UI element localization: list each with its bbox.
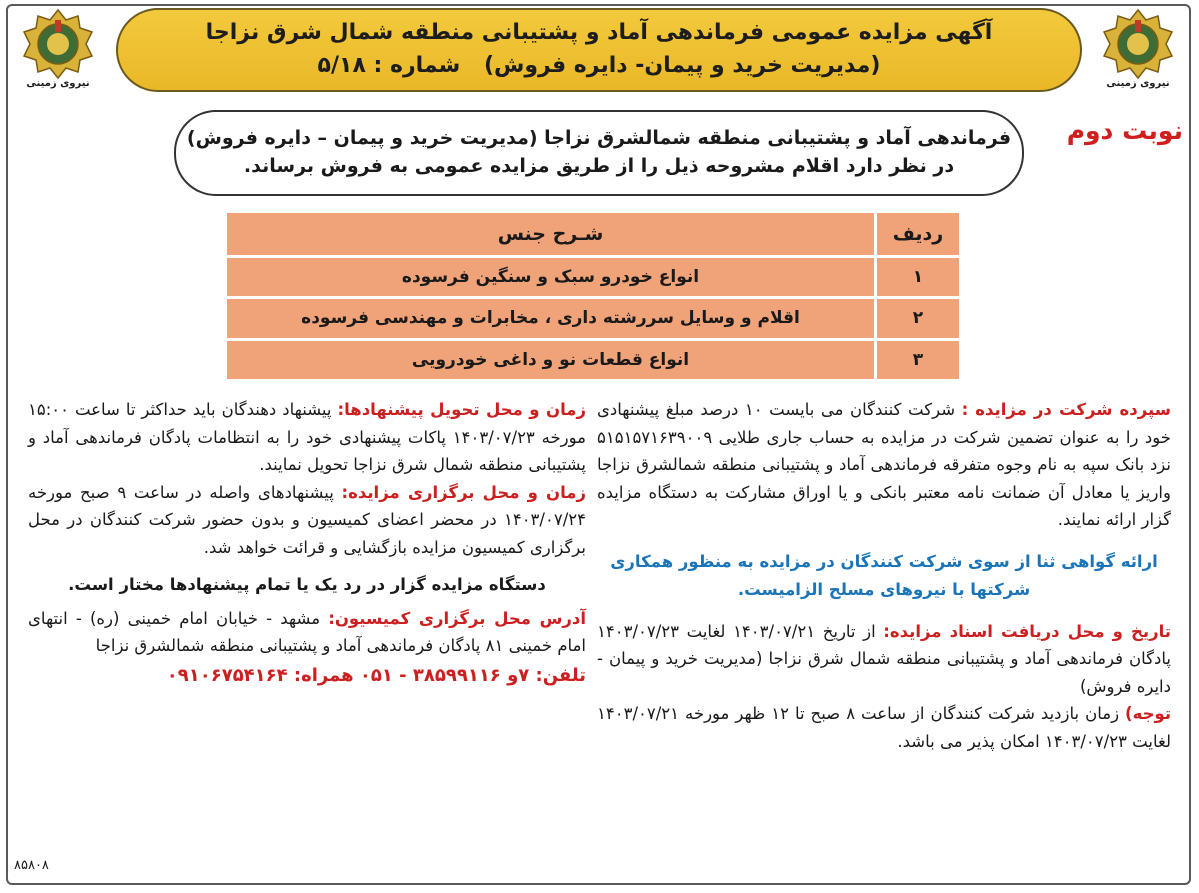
docs-title: تاریخ و محل دریافت اسناد مزایده: — [883, 621, 1171, 641]
row-number: ۳ — [876, 339, 961, 380]
delivery-text: پیشنهاد دهندگان باید حداکثر تا ساعت ۱۵:۰۰ مورخه ۱۴۰۳/۰۷/۲۳ پاکات پیشنهادی خود را به انتظامات پادگان فرماندهی آماد و پشتیبانی منطقه شمال شرق نزاجا تحویل نمایند. — [28, 400, 586, 474]
right-column — [597, 396, 1171, 755]
items-table — [224, 210, 962, 382]
department-label: (مدیریت خرید و پیمان- دایره فروش) — [483, 53, 881, 78]
address-paragraph — [28, 605, 586, 660]
emblem-icon — [1098, 6, 1178, 82]
notice-paragraph — [597, 700, 1171, 755]
header-banner — [116, 8, 1082, 92]
sana-note: ارائه گواهی ثنا از سوی شرکت کنندگان در مزایده به منظور همکاری شرکتها با نیروهای مسلح الزامیست. — [610, 551, 1158, 599]
docs-paragraph — [597, 618, 1171, 701]
row-description: انواع قطعات نو و داغی خودرویی — [226, 339, 876, 380]
ad-number: شماره : ۵/۱۸ — [317, 53, 461, 78]
address-title: آدرس محل برگزاری کمیسیون: — [328, 608, 586, 628]
opening-paragraph — [28, 479, 586, 562]
opening-title: زمان و محل برگزاری مزایده: — [341, 482, 586, 502]
deposit-title: سپرده شرکت در مزایده : — [961, 400, 1171, 419]
docs-text: از تاریخ ۱۴۰۳/۰۷/۲۱ لغایت ۱۴۰۳/۰۷/۲۳ پادگان فرماندهی آماد و پشتیبانی منطقه شمال شرق نزاجا (مدیریت خرید و پیمان - دایره فروش) — [597, 621, 1171, 696]
notice-text: زمان بازدید شرکت کنندگان از ساعت ۸ صبح تا ۱۲ ظهر مورخه ۱۴۰۳/۰۷/۲۱ لغایت ۱۴۰۳/۰۷/۲۳ امکان پذیر می باشد. — [597, 704, 1171, 751]
ad-title: آگهی مزایده عمومی فرماندهی آماد و پشتیبانی منطقه شمال شرق نزاجا — [205, 20, 993, 45]
row-description: اقلام و وسایل سررشته داری ، مخابرات و مهندسی فرسوده — [226, 298, 876, 339]
deposit-text: شرکت کنندگان می بایست ۱۰ درصد مبلغ پیشنهادی خود را به عنوان تضمین شرکت در مزایده به حساب جاری طلایی ۵۱۵۱۵۷۱۶۳۹۰۰۹ نزد بانک سپه به نام وجوه متفرقه فرماندهی آماد و پشتیبانی منطقه شمالشرق نزاجا واریز یا معادل آن ضمانت نامه معتبر بانکی و یا اوراق مشارکت به دستگاه مزایده گزار ارائه نمایند. — [597, 400, 1171, 529]
table-header-row — [226, 212, 961, 257]
header-row-no: ردیف — [876, 212, 961, 257]
intro-line-1: فرماندهی آماد و پشتیبانی منطقه شمالشرق نزاجا (مدیریت خرید و پیمان – دایره فروش) — [186, 127, 1012, 149]
intro-box — [174, 110, 1024, 196]
table-row — [226, 339, 961, 380]
row-number: ۱ — [876, 256, 961, 297]
army-emblem-right: نیروی زمینی — [1098, 6, 1178, 94]
row-number: ۲ — [876, 298, 961, 339]
address-text: مشهد - خیابان امام خمینی (ره) - انتهای امام خمینی ۸۱ پادگان فرماندهی آماد و پشتیبانی منطقه شمالشرق نزاجا — [28, 608, 586, 655]
table-row — [226, 256, 961, 297]
army-emblem-left: نیروی زمینی — [18, 6, 98, 94]
row-description: انواع خودرو سبک و سنگین فرسوده — [226, 256, 876, 297]
notice-title: توجه) — [1125, 704, 1172, 723]
intro-line-2: در نظر دارد اقلام مشروحه ذیل را از طریق مزایده عمومی به فروش برساند. — [243, 155, 955, 177]
phone-numbers: تلفن: ۷و ۳۸۵۹۹۱۱۶ - ۰۵۱ همراه: ۰۹۱۰۶۷۵۴۱۶۴ — [166, 664, 586, 686]
header-description: شـرح جنس — [226, 212, 876, 257]
round-badge: نوبت دوم — [1066, 116, 1183, 145]
delivery-title: زمان و محل تحویل پیشنهادها: — [337, 400, 586, 419]
ad-subtitle — [118, 53, 1080, 78]
rights-note: دستگاه مزایده گزار در رد یک یا تمام پیشنهادها مختار است. — [68, 575, 546, 594]
emblem-icon — [18, 6, 98, 82]
delivery-paragraph — [28, 396, 586, 479]
deposit-paragraph — [597, 396, 1171, 534]
table-row — [226, 298, 961, 339]
left-column — [28, 396, 586, 689]
footer-code: ۸۵۸۰۸ — [14, 858, 49, 873]
opening-text: پیشنهادهای واصله در ساعت ۹ صبح مورخه ۱۴۰۳/۰۷/۲۴ در محضر اعضای کمیسیون و بدون حضور شرکت کنندگان در محل برگزاری کمیسیون مزایده بازگشایی و قرائت خواهد شد. — [28, 482, 586, 557]
